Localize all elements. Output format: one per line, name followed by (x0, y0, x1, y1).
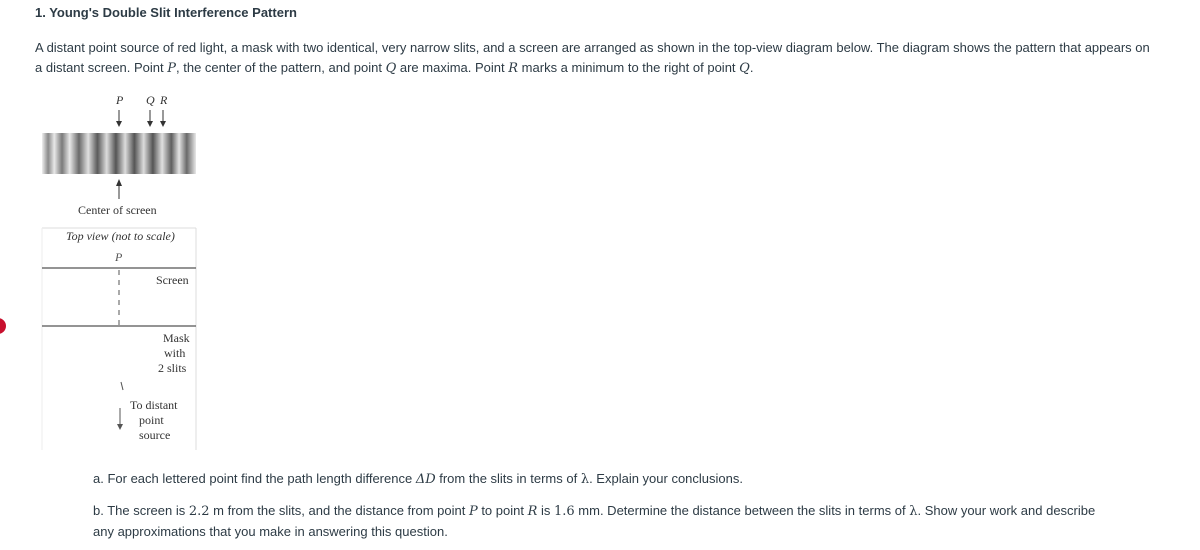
interference-pattern (42, 133, 196, 174)
math-Q: Q (385, 61, 397, 76)
intro-text: marks a minimum to the right of point (518, 60, 740, 75)
question-text: m from the slits, and the distance from point (209, 503, 469, 518)
question-text: mm. Determine the distance between the slits in terms of (574, 503, 910, 518)
question-text: is (537, 503, 554, 518)
mask-label: Mask (163, 331, 190, 345)
mask-label: with (164, 346, 186, 360)
center-of-screen-label: Center of screen (78, 203, 157, 217)
label-Q: Q (146, 93, 155, 107)
math-PR-distance: 1.6 (554, 504, 575, 519)
intro-text: are maxima. Point (396, 60, 509, 75)
question-text: from the slits in terms of (435, 471, 581, 486)
arrow-R (160, 110, 166, 127)
math-delta-D: ΔD (415, 472, 436, 487)
arrow-P (116, 110, 122, 127)
source-label: source (139, 428, 171, 442)
double-slit-diagram (0, 0, 260, 460)
math-P: P (468, 504, 478, 519)
question-b (93, 501, 1103, 542)
question-text: a. For each lettered point find the path length difference (93, 471, 416, 486)
question-a (93, 471, 743, 487)
question-text: b. The screen is (93, 503, 189, 518)
math-Q: Q (739, 61, 750, 76)
math-distance: 2.2 (188, 504, 210, 519)
top-view-P-label: P (115, 250, 123, 264)
source-label: point (139, 413, 164, 427)
intro-text: . (749, 60, 754, 75)
question-text: . Explain your conclusions. (589, 471, 743, 486)
question-text: . Show your work and describe any approximations that you make in answering this question. (93, 503, 1096, 539)
question-text: to point (477, 503, 528, 518)
arrow-center (116, 179, 122, 199)
intro-text: , the center of the pattern, and point (176, 60, 386, 75)
screen-label: Screen (156, 273, 189, 287)
math-R: R (508, 61, 519, 76)
label-P: P (116, 93, 124, 107)
math-R: R (527, 504, 538, 519)
question-title: 1. Young's Double Slit Interference Pattern (35, 5, 297, 20)
mask-label: 2 slits (158, 361, 187, 375)
source-label: To distant (130, 398, 178, 412)
source-tick (121, 382, 123, 390)
intro-text: A distant point source of red light, a mask with two identical, very narrow slits, and a screen are arranged as shown in the top-view diagram below. The diagram shows the pattern that appears on a distant screen. Point (35, 40, 1150, 75)
label-R: R (160, 93, 168, 107)
math-lambda: λ (580, 472, 590, 487)
arrow-Q (147, 110, 153, 127)
math-lambda: λ (909, 504, 918, 519)
diagram-caption: Top view (not to scale) (66, 229, 175, 243)
math-P: P (167, 61, 176, 76)
source-arrow (117, 408, 123, 430)
